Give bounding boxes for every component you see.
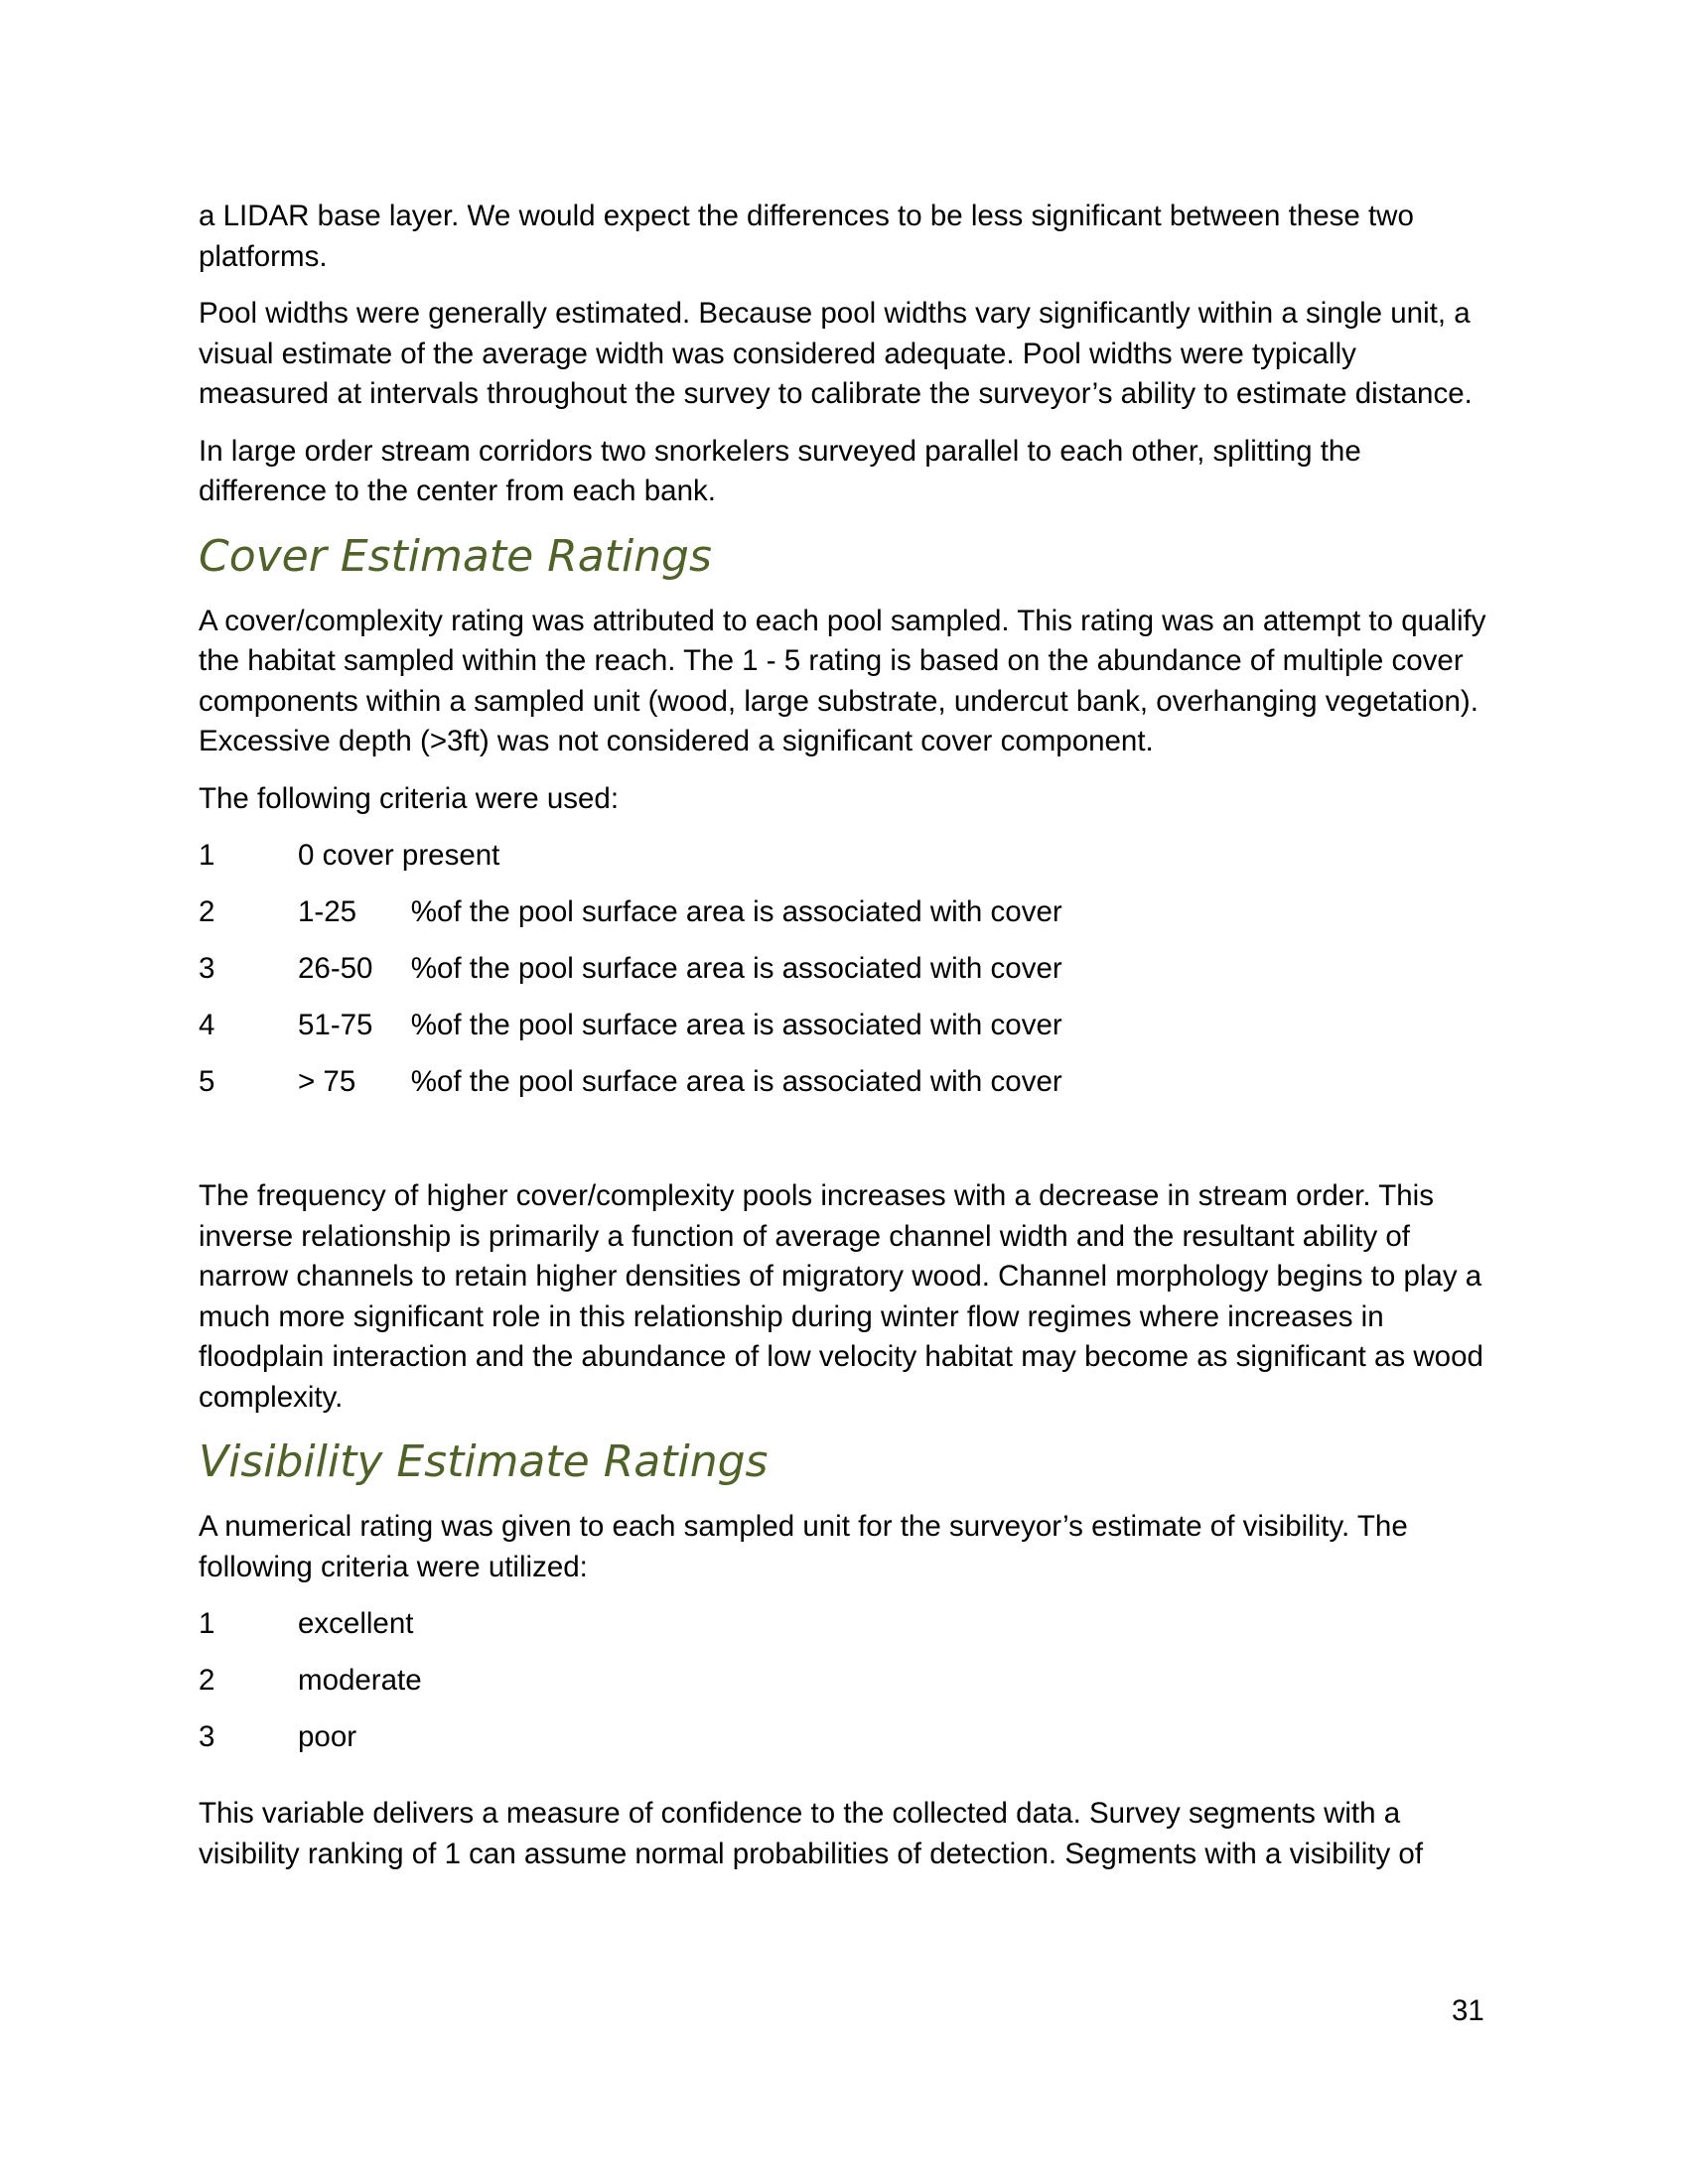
criteria-number: 5	[199, 1065, 215, 1098]
list-item	[199, 892, 1489, 949]
criteria-range	[298, 1062, 437, 1103]
paragraph-visibility-discussion: This variable delivers a measure of confidence to the collected data. Survey segments with a visibility ranking of 1 can assume normal probabilities of detection. Segments with a visibility of	[199, 1797, 1424, 1870]
heading-visibility-estimate-ratings: Visibility Estimate Ratings	[199, 1436, 769, 1487]
criteria-range	[298, 1006, 437, 1046]
cover-criteria-list	[199, 836, 1489, 1119]
criteria-description: of the pool surface area is associated with cover	[437, 952, 1062, 985]
criteria-range-value: > 75	[298, 1065, 356, 1098]
criteria-number: 2	[199, 1664, 215, 1697]
criteria-percent-sign: %	[410, 952, 437, 985]
criteria-text: 0 cover present	[298, 839, 500, 872]
paragraph-lidar: a LIDAR base layer. We would expect the differences to be less significant between these two platforms.	[199, 200, 1414, 273]
criteria-description: of the pool surface area is associated with cover	[437, 895, 1062, 928]
paragraph-pool-widths: Pool widths were generally estimated. Because pool widths vary significantly within a single unit, a visual estimate of the average width was considered adequate. Pool widths were typically measured at intervals throughout the survey to calibrate the surveyor’s ability to estimate distance.	[199, 297, 1473, 410]
page-number: 31	[1452, 1994, 1484, 2027]
spacer	[199, 1774, 1489, 1794]
list-item	[199, 1062, 1489, 1119]
list-item	[199, 1604, 1489, 1661]
criteria-range-value: 1-25	[298, 895, 357, 928]
list-item	[199, 949, 1489, 1006]
criteria-description: of the pool surface area is associated with cover	[437, 1009, 1062, 1041]
list-item	[199, 1006, 1489, 1062]
criteria-label: poor	[298, 1720, 357, 1753]
criteria-percent-sign: %	[410, 1065, 437, 1098]
criteria-number: 1	[199, 839, 215, 872]
criteria-range	[298, 892, 437, 933]
criteria-description: of the pool surface area is associated with cover	[437, 1065, 1062, 1098]
criteria-percent-sign: %	[410, 895, 437, 928]
criteria-percent-sign: %	[410, 1009, 437, 1041]
list-item	[199, 836, 1489, 892]
paragraph-snorkelers: In large order stream corridors two snorkelers surveyed parallel to each other, splitting the difference to the center from each bank.	[199, 434, 1361, 507]
document-page	[199, 197, 1489, 1891]
paragraph-cover-discussion: The frequency of higher cover/complexity pools increases with a decrease in stream order. This inverse relationship is primarily a function of average channel width and the resultant ability of narrow channels to retain higher densities of migratory wood. Channel morphology begins to play a much more significant role in this relationship during winter flow regimes where increases in floodplain interaction and the abundance of low velocity habitat may become as significant as wood complexity.	[199, 1179, 1483, 1414]
criteria-number: 3	[199, 952, 215, 985]
paragraph-cover-intro: A cover/complexity rating was attributed to each pool sampled. This rating was an attempt to qualify the habitat sampled within the reach. The 1 - 5 rating is based on the abundance of multiple cover components within a sampled unit (wood, large substrate, undercut bank, overhanging vegetation). Excessive depth (>3ft) was not considered a significant cover component.	[199, 604, 1486, 757]
criteria-label: moderate	[298, 1664, 422, 1697]
criteria-label: excellent	[298, 1607, 414, 1640]
list-item	[199, 1661, 1489, 1717]
visibility-criteria-list	[199, 1604, 1489, 1774]
criteria-range-value: 26-50	[298, 952, 373, 985]
criteria-number: 3	[199, 1720, 215, 1753]
criteria-number: 1	[199, 1607, 215, 1640]
criteria-number: 2	[199, 895, 215, 928]
paragraph-visibility-intro: A numerical rating was given to each sampled unit for the surveyor’s estimate of visibility. The following criteria were utilized:	[199, 1510, 1408, 1583]
criteria-range	[298, 949, 437, 990]
spacer	[199, 1119, 1489, 1176]
criteria-range-value: 51-75	[298, 1009, 373, 1041]
list-item	[199, 1717, 1489, 1774]
heading-cover-estimate-ratings: Cover Estimate Ratings	[199, 530, 712, 582]
criteria-number: 4	[199, 1009, 215, 1041]
paragraph-criteria-lead: The following criteria were used:	[199, 781, 620, 815]
